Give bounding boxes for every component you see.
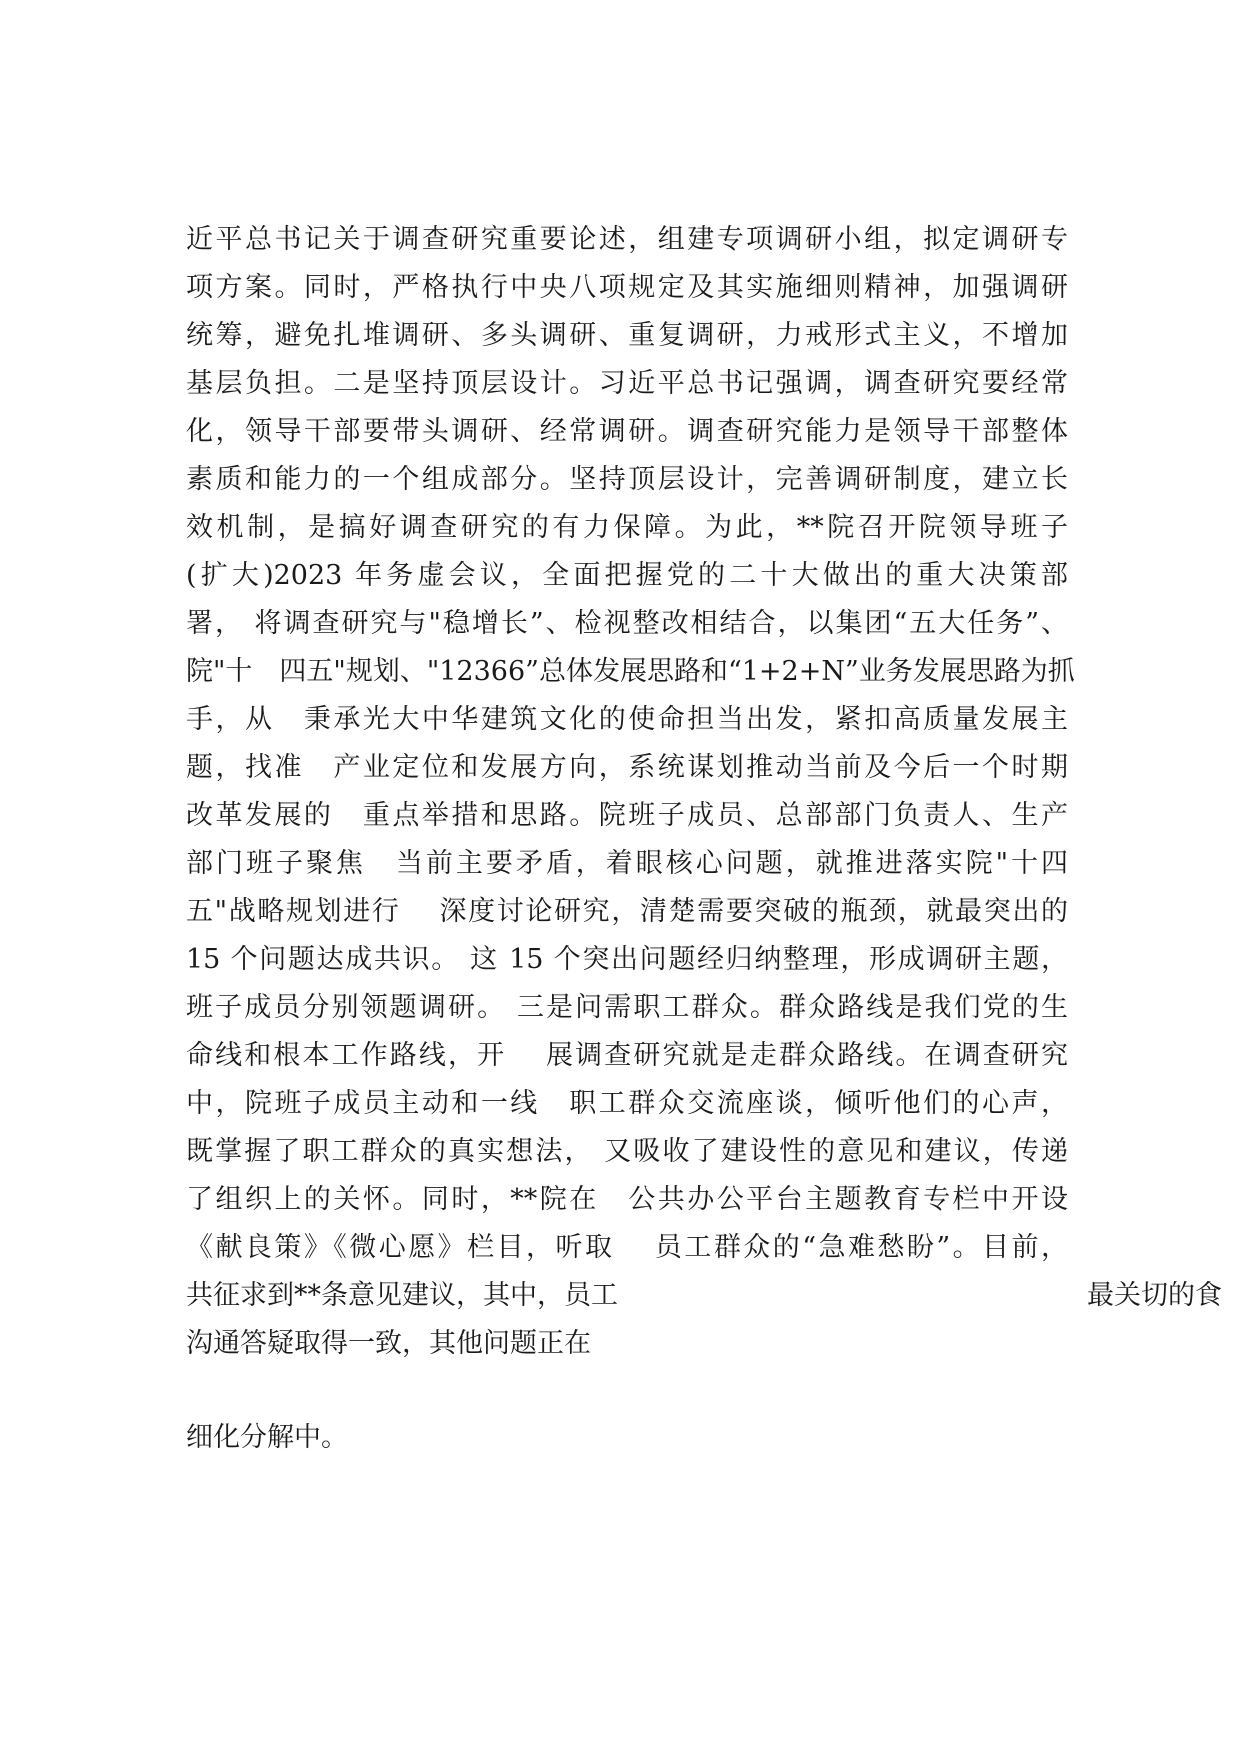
paragraph-line-6: 素质和能力的一个组成部分。坚持顶层设计，完善调研制度，建立长 <box>186 464 1068 495</box>
paragraph-partial-line-left: 共征求到**条意见建议，其中，员工 <box>186 1280 618 1311</box>
paragraph-line-7: 效机制，是搞好调查研究的有力保障。为此，**院召开院领导班子 <box>186 512 1068 543</box>
paragraph-line-after: 沟通答疑取得一致，其他问题正在 <box>186 1328 591 1359</box>
paragraph-last-line: 细化分解中。 <box>186 1422 348 1453</box>
paragraph-line-16: 15 个问题达成共识。 这 15 个突出问题经归纳整理，形成调研主题， <box>186 944 1068 975</box>
paragraph-line-18: 命线和根本工作路线，开 展调查研究就是走群众路线。在调查研究 <box>186 1040 1068 1071</box>
paragraph-line-12: 题，找准 产业定位和发展方向，系统谋划推动当前及今后一个时期 <box>186 752 1068 783</box>
paragraph-line-20: 既掌握了职工群众的真实想法， 又吸收了建设性的意见和建议，传递 <box>186 1136 1068 1167</box>
paragraph-line-1: 近平总书记关于调查研究重要论述，组建专项调研小组，拟定调研专 <box>186 224 1068 255</box>
paragraph-line-5: 化，领导干部要带头调研、经常调研。调查研究能力是领导干部整体 <box>186 416 1068 447</box>
paragraph-line-2: 项方案。同时，严格执行中央八项规定及其实施细则精神，加强调研 <box>186 272 1068 303</box>
paragraph-line-10: 院"十 四五"规划、"12366”总体发展思路和“1+2+N”业务发展思路为抓 <box>186 656 1075 687</box>
paragraph-line-13: 改革发展的 重点举措和思路。院班子成员、总部部门负责人、生产 <box>186 800 1068 831</box>
paragraph-line-15: 五"战略规划进行 深度讨论研究，清楚需要突破的瓶颈，就最突出的 <box>186 896 1068 927</box>
paragraph-line-21: 了组织上的关怀。同时，**院在 公共办公平台主题教育专栏中开设 <box>186 1184 1068 1215</box>
paragraph-line-14: 部门班子聚焦 当前主要矛盾，着眼核心问题，就推进落实院"十四 <box>186 848 1068 879</box>
paragraph-line-4: 基层负担。二是坚持顶层设计。习近平总书记强调，调查研究要经常 <box>186 368 1068 399</box>
paragraph-line-9: 署， 将调查研究与"稳增长”、检视整改相结合，以集团“五大任务”、 <box>186 608 1068 639</box>
paragraph-line-17: 班子成员分别领题调研。 三是问需职工群众。群众路线是我们党的生 <box>186 992 1068 1023</box>
paragraph-line-8: (扩大)2023 年务虚会议，全面把握党的二十大做出的重大决策部 <box>186 560 1068 591</box>
paragraph-line-22: 《献良策》《微心愿》栏目，听取 员工群众的“急难愁盼”。目前， <box>186 1232 1068 1263</box>
paragraph-partial-line-right: 最关切的食 <box>1087 1280 1222 1311</box>
paragraph-line-3: 统筹，避免扎堆调研、多头调研、重复调研，力戒形式主义，不增加 <box>186 320 1068 351</box>
paragraph-line-11: 手，从 秉承光大中华建筑文化的使命担当出发，紧扣高质量发展主 <box>186 704 1068 735</box>
paragraph-line-19: 中，院班子成员主动和一线 职工群众交流座谈，倾听他们的心声， <box>186 1088 1068 1119</box>
